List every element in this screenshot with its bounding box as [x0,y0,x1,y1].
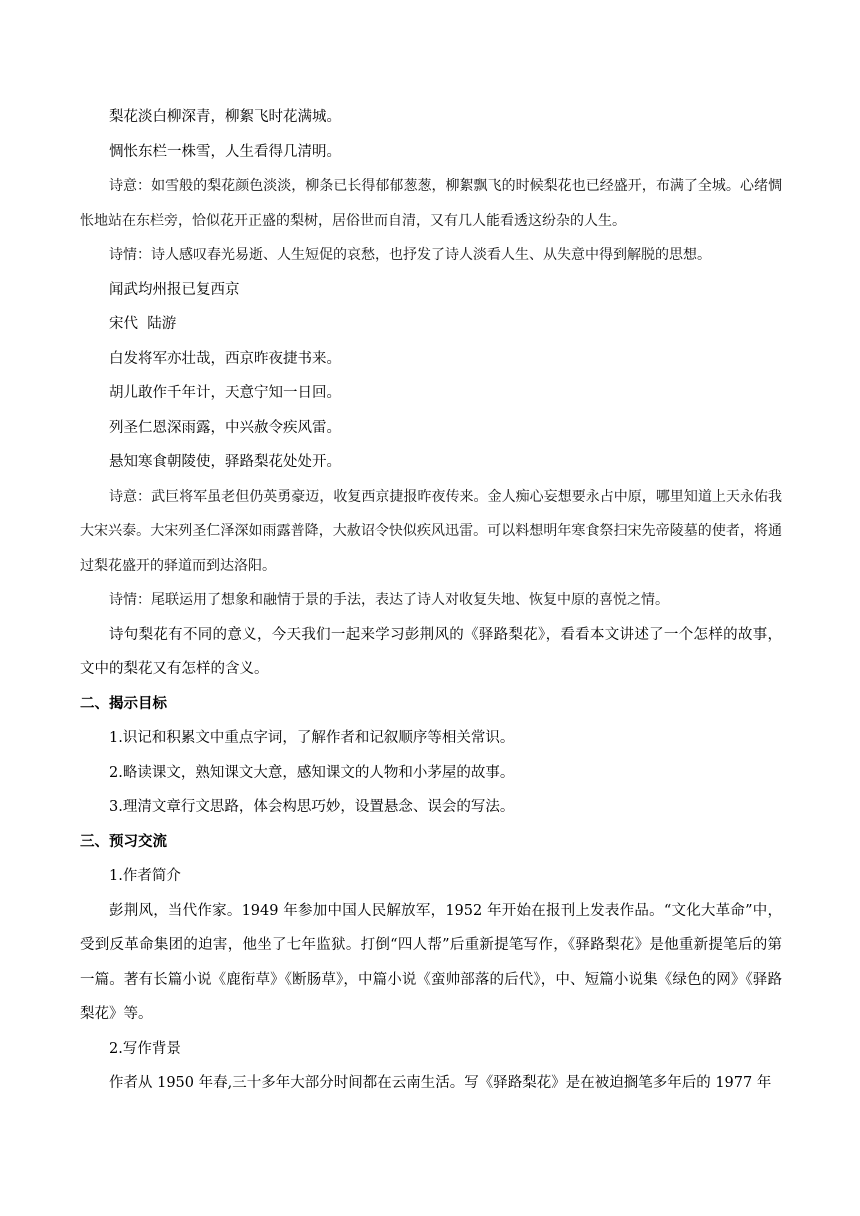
poem2-author: 宋代 陆游 [109,316,177,332]
poem2-meaning: 诗意：武巨将军虽老但仍英勇豪迈，收复西京捷报昨夜传来。金人痴心妄想要永占中原，哪里知道上天永佑我大宋兴泰。大宋列圣仁泽深如雨露普降，大赦诏令快似疾风迅雷。可以料想明年寒食祭扫宋先帝陵墓的使者，将通过梨花盛开的驿道而到达洛阳。 [80,488,782,574]
poem2-line4: 悬知寒食朝陵使，驿路梨花处处开。 [109,454,341,470]
background-paragraph: 作者从 1950 年春,三十多年大部分时间都在云南生活。写《驿路梨花》是在被迫搁笔多年后的 1977 年 [109,1075,772,1091]
section3-heading: 三、预习交流 [80,833,167,850]
poem2-title: 闻武均州报已复西京 [109,281,240,298]
subheading-background: 2.写作背景 [109,1040,181,1057]
document-page [80,100,782,1101]
subheading-author: 1.作者简介 [109,868,181,884]
poem2-line3: 列圣仁恩深雨露，中兴赦令疾风雷。 [109,419,341,436]
poem2-line2: 胡儿敢作千年计，天意宁知一日回。 [109,385,341,401]
poem1-emotion: 诗情：诗人感叹春光易逝、人生短促的哀愁，也抒发了诗人淡看人生、从失意中得到解脱的思想。 [109,247,711,263]
intro-paragraph: 诗句梨花有不同的意义，今天我们一起来学习彭荆风的《驿路梨花》，看看本文讲述了一个怎样的故事，文中的梨花又有怎样的含义。 [80,626,782,677]
poem2-line1: 白发将军亦壮哉，西京昨夜捷书来。 [109,350,341,367]
poem1-line1: 梨花淡白柳深青，柳絮飞时花满城。 [109,109,341,125]
poem1-line2: 惆怅东栏一株雪，人生看得几清明。 [109,143,341,160]
poem2-emotion: 诗情：尾联运用了想象和融情于景的手法，表达了诗人对收复失地、恢复中原的喜悦之情。 [109,592,669,608]
author-bio-paragraph: 彭荆风，当代作家。1949 年参加中国人民解放军，1952 年开始在报刊上发表作品。“文化大革命”中，受到反革命集团的迫害，他坐了七年监狱。打倒“四人帮”后重新提笔写作，《驿路梨花》是他重新提笔后的第一篇。著有长篇小说《鹿衔草》《断肠草》，中篇小说《蛮帅部落的后代》，中、短篇小说集《绿色的网》《驿路梨花》等。 [80,902,782,1022]
goal-item-2: 2.略读课文，熟知课文大意，感知课文的人物和小茅屋的故事。 [109,764,515,781]
goal-item-1: 1.识记和积累文中重点字词，了解作者和记叙顺序等相关常识。 [109,730,515,746]
section2-heading: 二、揭示目标 [80,695,167,712]
poem1-meaning: 诗意：如雪般的梨花颜色淡淡，柳条已长得郁郁葱葱，柳絮飘飞的时候梨花也已经盛开，布满了全城。心绪惆怅地站在东栏旁，恰似花开正盛的梨树，居俗世而自清，又有几人能看透这纷杂的人生。 [80,178,782,229]
goal-item-3: 3.理清文章行文思路，体会构思巧妙，设置悬念、误会的写法。 [109,799,515,815]
